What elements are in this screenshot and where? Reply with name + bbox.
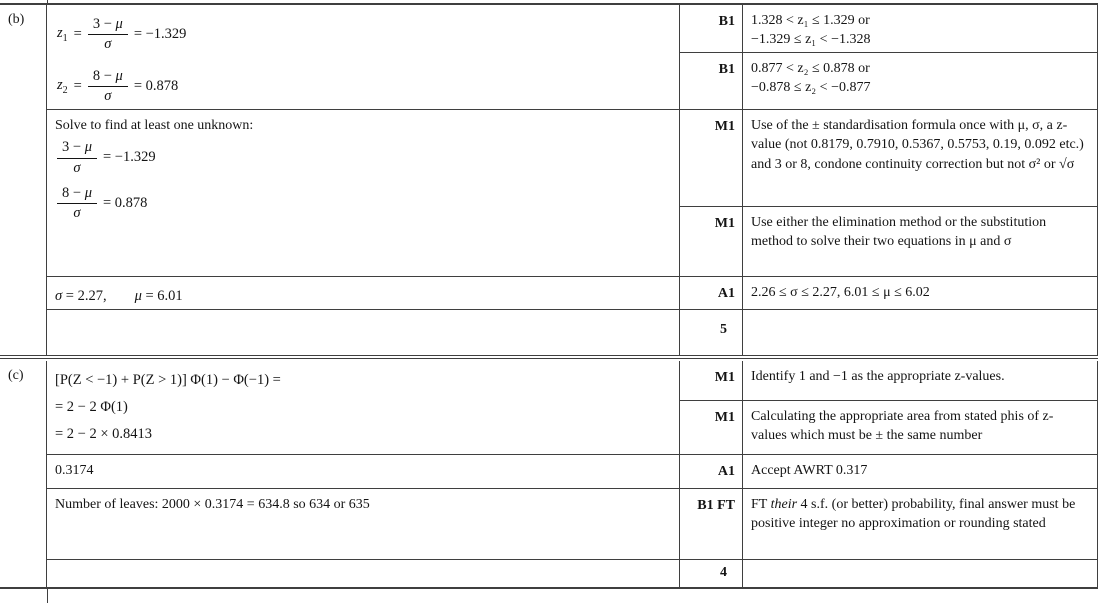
equation-solve-1 — [57, 139, 671, 177]
part-column-border-stub-bottom — [47, 589, 48, 603]
part-c-block — [0, 361, 1098, 589]
part-b-total-marks: 5 — [680, 310, 743, 355]
mark-cell-m1-second: M1 — [680, 207, 743, 277]
guidance-b1-second — [743, 53, 1097, 110]
part-c-answer: 0.3174 — [47, 455, 680, 489]
fraction — [57, 185, 97, 223]
equation-z2-lhs: $z_2$ — [57, 76, 68, 96]
part-c-total-marks: 4 — [680, 560, 743, 587]
part-b-answer: σ = 2.27, μ = 6.01 — [47, 277, 680, 310]
guidance-line: 0.877 < z₂ ≤ 0.878 or — [751, 61, 870, 76]
fraction-denominator: σ — [104, 88, 112, 105]
equation-z2 — [57, 68, 671, 106]
guidance-line: −1.329 ≤ z₁ < −1.328 — [751, 32, 871, 48]
equation-solve-2 — [57, 185, 671, 223]
guidance-m1-area: Calculating the appropriate area from stated phis of z-values which must be ± the same number — [743, 401, 1097, 455]
guidance-line: −0.878 ≤ z₂ < −0.877 — [751, 80, 871, 96]
mark-cell-a1: A1 — [680, 277, 743, 310]
part-b-empty-cell — [47, 310, 680, 355]
fraction-denominator: σ — [104, 36, 112, 53]
guidance-line: 1.328 < z₁ ≤ 1.329 or — [751, 13, 870, 28]
mark-cell-b1ft: B1 FT — [680, 489, 743, 560]
equals-sign: = — [73, 25, 82, 42]
mark-cell-m1-first: M1 — [680, 110, 743, 207]
fraction-numerator: 3 − μ — [57, 139, 97, 158]
fraction-numerator: 8 − μ — [88, 68, 128, 87]
guidance-m1-elimination: Use either the elimination method or the substitution method to solve their two equations in μ and σ — [743, 207, 1097, 277]
equation-solve-2-result: = 0.878 — [102, 195, 148, 212]
fraction — [88, 16, 128, 54]
part-b-working-solve — [47, 110, 680, 277]
math-line-2: = 2 − 2 Φ(1) — [55, 398, 128, 415]
equation-solve-1-result: = −1.329 — [102, 149, 156, 166]
equation-z1-result: = −1.329 — [133, 25, 187, 42]
guidance-m1-zvalues: Identify 1 and −1 as the appropriate z-values. — [743, 361, 1097, 401]
equation-z1-lhs: $z_1$ — [57, 24, 68, 44]
mark-cell-a1-awrt: A1 — [680, 455, 743, 489]
equation-z2-result: = 0.878 — [133, 77, 179, 94]
fraction — [88, 68, 128, 106]
guidance-b1-first — [743, 5, 1097, 53]
fraction-numerator: 8 − μ — [57, 185, 97, 204]
equals-sign: = — [73, 77, 82, 94]
guidance-italic-their: their — [770, 497, 798, 512]
mark-cell-m1-zvalues: M1 — [680, 361, 743, 401]
guidance-a1-awrt: Accept AWRT 0.317 — [743, 455, 1097, 489]
fraction-numerator: 3 − μ — [88, 16, 128, 35]
part-c-working-probability — [47, 361, 680, 455]
fraction-denominator: σ — [73, 159, 81, 176]
part-b-working-z-equations — [47, 5, 680, 110]
mark-cell-b1-second: B1 — [680, 53, 743, 110]
section-divider — [0, 355, 1098, 359]
fraction-denominator: σ — [73, 205, 81, 222]
solve-heading: Solve to find at least one unknown: — [55, 118, 254, 133]
part-c-guidance-empty — [743, 560, 1097, 587]
math-line-1: [P(Z < −1) + P(Z > 1)] Φ(1) − Φ(−1) = — [55, 372, 281, 388]
fraction — [57, 139, 97, 177]
part-b-label: (b) — [0, 5, 47, 355]
mark-cell-m1-area: M1 — [680, 401, 743, 455]
guidance-a1: 2.26 ≤ σ ≤ 2.27, 6.01 ≤ μ ≤ 6.02 — [743, 277, 1097, 310]
guidance-b1ft: FT their 4 s.f. (or better) probability, final answer must be positive integer no approximation or rounding stated — [743, 489, 1097, 560]
part-c-empty-cell — [47, 560, 680, 587]
equation-z1 — [57, 16, 671, 54]
part-b-guidance-empty — [743, 310, 1097, 355]
part-c-label: (c) — [0, 361, 47, 587]
math-line-3: = 2 − 2 × 0.8413 — [55, 425, 153, 442]
guidance-m1-standardisation: Use of the ± standardisation formula once with μ, σ, a z-value (not 0.8179, 0.7910, 0.5367, 0.5753, 0.19, 0.092 etc.) and 3 or 8, condone continuity correction but not σ² or √σ — [743, 110, 1097, 207]
part-c-leaves-working: Number of leaves: 2000 × 0.3174 = 634.8 so 634 or 635 — [47, 489, 680, 560]
mark-cell-b1-first: B1 — [680, 5, 743, 53]
part-b-block — [0, 3, 1098, 355]
